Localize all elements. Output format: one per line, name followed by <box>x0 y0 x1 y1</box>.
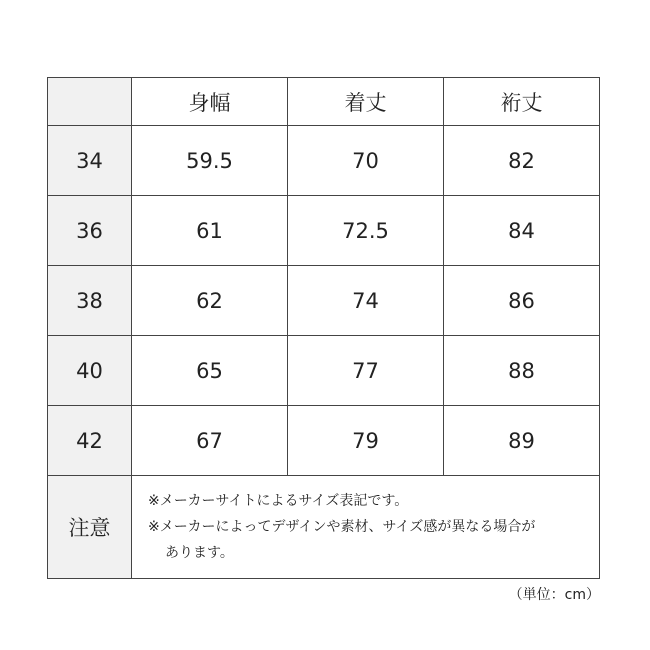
body-length-value: 77 <box>288 336 444 406</box>
size-label: 36 <box>48 196 132 266</box>
chest-width-value: 65 <box>132 336 288 406</box>
header-body-length: 着丈 <box>288 78 444 126</box>
body-length-value: 79 <box>288 406 444 476</box>
note-label: 注意 <box>48 476 132 579</box>
table-row <box>48 196 600 266</box>
sleeve-length-value: 89 <box>444 406 600 476</box>
table-row <box>48 406 600 476</box>
size-label: 38 <box>48 266 132 336</box>
sleeve-length-value: 86 <box>444 266 600 336</box>
size-label: 34 <box>48 126 132 196</box>
note-row <box>48 476 600 579</box>
header-chest-width: 身幅 <box>132 78 288 126</box>
size-chart-table <box>47 77 600 579</box>
note-line: ※メーカーによってデザインや素材、サイズ感が異なる場合が <box>148 519 536 535</box>
header-row <box>48 78 600 126</box>
note-text <box>132 476 600 579</box>
body-length-value: 70 <box>288 126 444 196</box>
sleeve-length-value: 84 <box>444 196 600 266</box>
table-row <box>48 266 600 336</box>
chest-width-value: 62 <box>132 266 288 336</box>
note-line: あります。 <box>165 545 234 561</box>
header-sleeve-length: 裄丈 <box>444 78 600 126</box>
note-line: ※メーカーサイトによるサイズ表記です。 <box>148 493 409 509</box>
size-label: 40 <box>48 336 132 406</box>
sleeve-length-value: 88 <box>444 336 600 406</box>
chest-width-value: 61 <box>132 196 288 266</box>
corner-cell <box>48 78 132 126</box>
size-label: 42 <box>48 406 132 476</box>
body-length-value: 74 <box>288 266 444 336</box>
chest-width-value: 59.5 <box>132 126 288 196</box>
unit-label: （単位：cm） <box>508 587 600 603</box>
sleeve-length-value: 82 <box>444 126 600 196</box>
table-row <box>48 126 600 196</box>
body-length-value: 72.5 <box>288 196 444 266</box>
chest-width-value: 67 <box>132 406 288 476</box>
table-row <box>48 336 600 406</box>
